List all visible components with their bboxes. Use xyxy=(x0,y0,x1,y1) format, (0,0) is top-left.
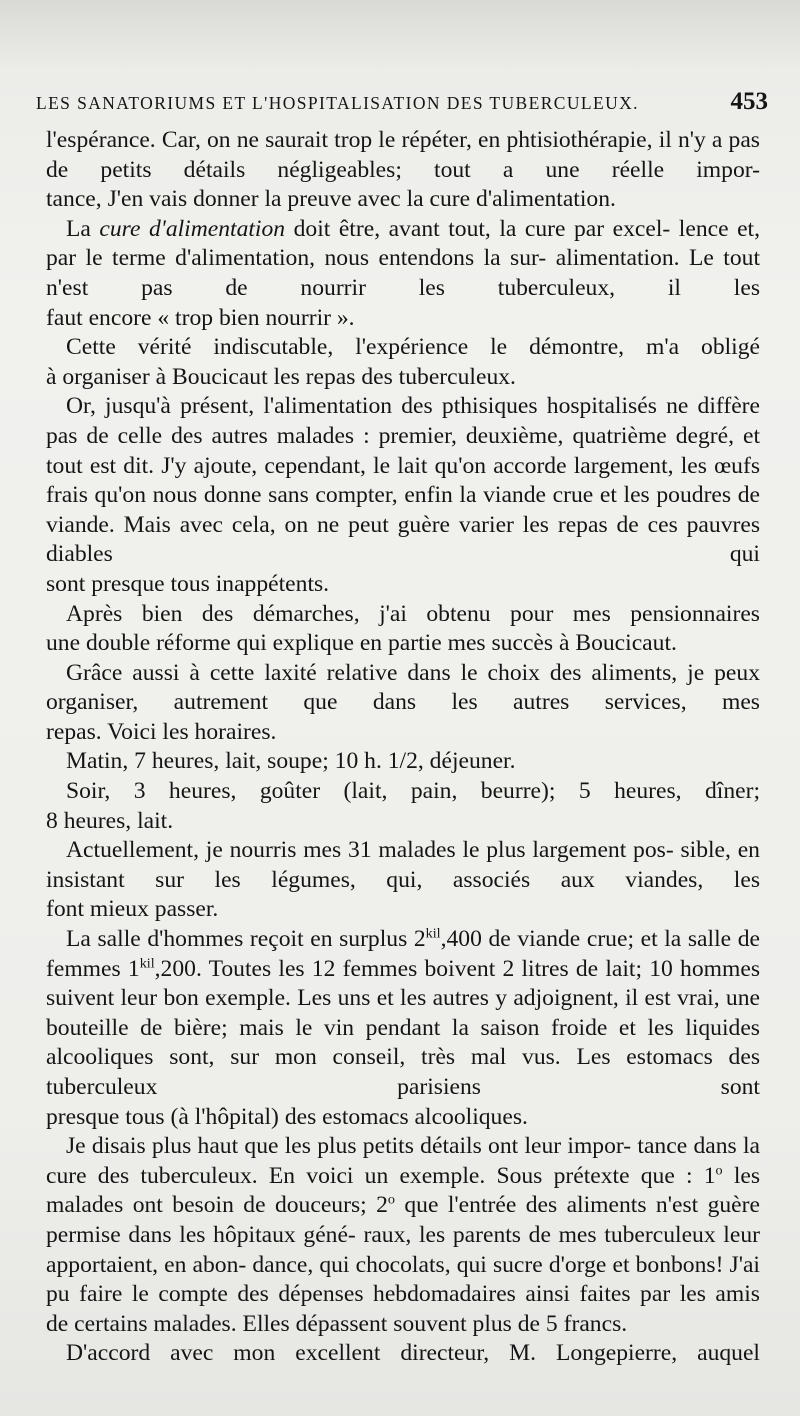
text-line: l'espérance. Car, on ne saurait trop le répéter, en phtisiothérapie, xyxy=(46,127,653,153)
text-line: à organiser à Boucicaut les repas des tuberculeux. xyxy=(46,363,516,390)
text-fragment: la salle de femmes 1 xyxy=(46,926,760,982)
text-line: 8 heures, lait. xyxy=(46,807,174,834)
text-line: tance, J'en vais donner la preuve avec la cure d'alimentation. xyxy=(46,186,616,213)
text-fragment: ,400 de viande crue; et xyxy=(440,926,658,953)
text-line: font mieux passer. xyxy=(46,896,219,923)
text-line: de certains malades. Elles dépassent souvent plus de 5 francs. xyxy=(46,1310,628,1337)
emphasis: cure d'alimentation xyxy=(99,215,286,242)
paragraph xyxy=(46,215,760,304)
text-line: pendant la saison froide et les liquides alcooliques sont, sur mon xyxy=(46,1014,760,1071)
text-fragment: prétexte que : 1 xyxy=(553,1162,716,1189)
text-line: je peux organiser, autrement que dans les autres services, mes xyxy=(46,659,761,716)
unit-superscript: kil xyxy=(425,925,441,942)
paragraph-end xyxy=(46,1103,760,1133)
text-line: sont presque tous inappétents. xyxy=(46,570,330,597)
text-line: compter, enfin la viande crue et les poudres de viande. Mais avec xyxy=(46,482,760,538)
paragraph-end xyxy=(46,718,760,748)
paragraph xyxy=(46,392,760,570)
paragraph-end xyxy=(46,1310,760,1340)
text-line: repas. Voici les horaires. xyxy=(46,718,277,745)
text-line: presque tous (à l'hôpital) des estomacs alcooliques. xyxy=(46,1103,528,1130)
text-line: lence et, par le terme d'alimentation, nous entendons la sur- xyxy=(46,215,761,272)
running-title: LES SANATORIUMS ET L'HOSPITALISATION DES TUBERCULEUX. xyxy=(36,93,639,113)
text-line: Grâce aussi à cette laxité relative dans le choix des aliments, xyxy=(66,659,678,686)
text-fragment: La xyxy=(66,215,100,242)
paragraph xyxy=(46,333,760,363)
body-text xyxy=(46,126,760,1369)
paragraph-end xyxy=(46,629,760,659)
text-line: il n'y a pas de petits détails négligeables; tout a une réelle impor- xyxy=(46,127,760,183)
paragraph xyxy=(46,1132,760,1310)
paragraph-end xyxy=(46,363,760,393)
paragraph-end xyxy=(46,185,760,215)
text-line: Après bien des démarches, j'ai obtenu pour mes pensionnaires xyxy=(66,600,760,627)
text-line: quatrième degré, et tout est dit. J'y ajoute, cependant, le lait xyxy=(46,422,760,479)
text-line: ne diffère pas de celle des autres malades : premier, deuxième, xyxy=(46,393,760,449)
text-line: autres y adjoignent, il est vrai, une bouteille de bière; mais le vin xyxy=(46,985,760,1041)
paragraph-end xyxy=(46,807,760,837)
ordinal-superscript: o xyxy=(715,1162,723,1179)
text-line: raux, les parents de mes tuberculeux leur apportaient, en abon- xyxy=(46,1221,760,1278)
text-line: compte des dépenses hebdomadaires ainsi faites par les amis xyxy=(158,1281,760,1308)
paragraph-end xyxy=(46,895,760,925)
text-line: de lait; 10 hommes suivent leur bon exemple. Les uns et les xyxy=(46,955,760,1012)
text-fragment: doit être, avant tout, la cure par excel- xyxy=(285,215,671,242)
paragraph xyxy=(46,659,760,718)
text-line: conseil, très mal vus. Les estomacs des tuberculeux parisiens sont xyxy=(46,1044,760,1100)
text-fragment: La salle d'hommes reçoit en surplus 2 xyxy=(66,926,426,953)
running-head xyxy=(36,88,768,116)
text-line: l'entrée des aliments n'est guère permise dans les hôpitaux géné- xyxy=(46,1192,760,1248)
page-number: 453 xyxy=(730,88,768,115)
text-line: qu'on accorde largement, les œufs frais qu'on nous donne sans xyxy=(46,452,760,509)
paragraph xyxy=(46,1339,760,1369)
paragraph-end xyxy=(46,304,760,334)
text-line: Cette vérité indiscutable, l'expérience le démontre, m'a obligé xyxy=(66,334,760,361)
text-line: Je disais plus haut que les plus petits détails ont leur impor- xyxy=(66,1133,632,1160)
text-line: Actuellement, je nourris mes 31 malades le plus largement pos- xyxy=(66,837,674,864)
text-line: dance, qui chocolats, qui sucre d'orge et bonbons! J'ai pu faire le xyxy=(46,1251,760,1308)
unit-superscript: kil xyxy=(139,955,155,972)
text-line: une double réforme qui explique en partie mes succès à Boucicaut. xyxy=(46,630,677,657)
text-line: sible, en insistant sur les légumes, qui, associés aux viandes, les xyxy=(46,837,760,893)
paragraph xyxy=(46,777,760,807)
paragraph xyxy=(46,747,760,777)
text-line: cela, on ne peut guère varier les repas de ces pauvres diables qui xyxy=(46,511,760,568)
text-fragment: que xyxy=(394,1192,439,1219)
text-fragment: ,200. Toutes les 12 femmes boivent 2 litres xyxy=(154,955,569,982)
paragraph-end xyxy=(46,570,760,600)
paragraph xyxy=(46,925,760,1103)
text-line: Matin, 7 heures, lait, soupe; 10 h. 1/2, déjeuner. xyxy=(66,748,516,775)
ordinal-superscript: o xyxy=(387,1191,395,1208)
paragraph xyxy=(46,600,760,630)
text-line: Or, jusqu'à présent, l'alimentation des pthisiques hospitalisés xyxy=(66,393,657,420)
text-line: alimentation. Le tout n'est pas de nourrir les tuberculeux, il les xyxy=(46,245,761,301)
text-line: faut encore « trop bien nourrir ». xyxy=(46,304,355,331)
text-line: tance dans la cure des tuberculeux. En voici un exemple. Sous xyxy=(46,1133,760,1189)
text-line: D'accord avec mon excellent directeur, M. Longepierre, auquel xyxy=(66,1340,760,1367)
text-line: Soir, 3 heures, goûter (lait, pain, beurre); 5 heures, dîner; xyxy=(66,778,760,805)
paragraph xyxy=(46,836,760,895)
text-fragment: les malades ont besoin de douceurs; 2 xyxy=(46,1162,761,1219)
paragraph xyxy=(46,126,760,185)
